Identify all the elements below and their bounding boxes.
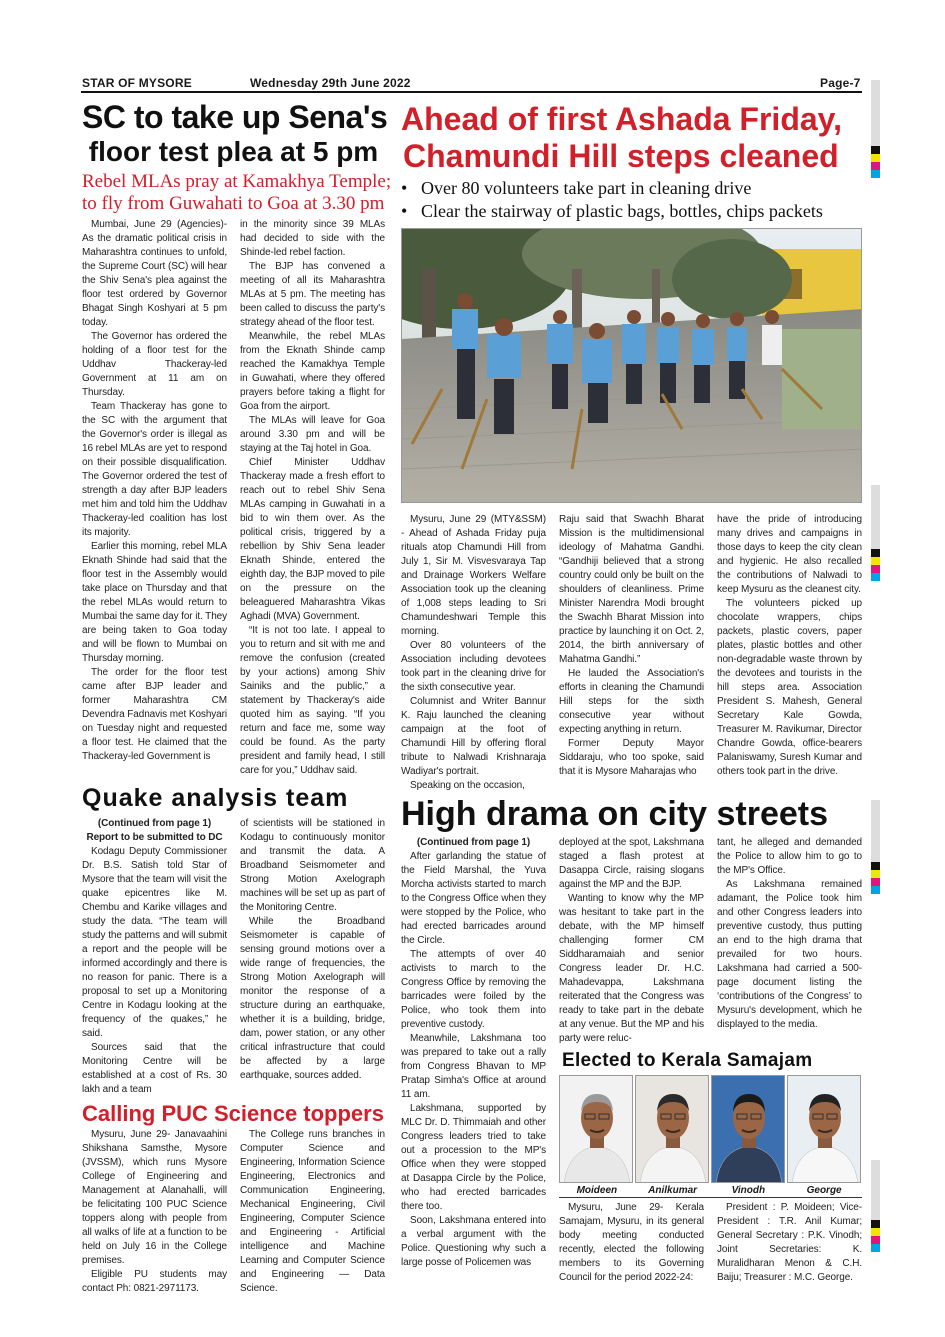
- page-number: Page-7: [820, 76, 861, 90]
- registration-cyan: [871, 573, 880, 581]
- bullet-icon: •: [401, 200, 408, 221]
- headline-kerala: Elected to Kerala Samajam: [562, 1049, 813, 1071]
- paragraph: in the minority since 39 MLAs had decided to side with the Shinde-led rebel faction.: [240, 218, 385, 258]
- headline-puc: Calling PUC Science toppers: [82, 1100, 384, 1126]
- registration-magenta: [871, 162, 880, 170]
- paragraph: Raju said that Swachh Bharat Mission is the multidimensional ideology of Mahatma Gandhi. “Gandhiji believed that a strong country could only be built on the shoulders of cleanliness. Prime Minister Narendra Modi brought the Swachh Bharat Mission into practice by launching it on Oct. 2, 2014, the birth anniversary of Mahatma Gandhi.”: [559, 513, 704, 665]
- registration-strip: [871, 800, 880, 862]
- paragraph: Team Thackeray has gone to the SC with the argument that the Governor's order is illegal as 16 rebel MLAs are yet to respond on their possible disqualification. The Governor ordered the test of strength a day after BJP leaders met him and told him the Uddhav Thackeray-led coalition has lost its majority.: [82, 400, 227, 538]
- paragraph: Meanwhile, the rebel MLAs from the Eknath Shinde camp reached the Kamakhya Temple in Guwahati, where they offered prayers before taking a flight for Goa from the airport.: [240, 330, 385, 412]
- quake-column-2: [240, 817, 385, 1083]
- subhead-sc-line2: to fly from Guwahati to Goa at 3.30 pm: [82, 192, 385, 214]
- registration-yellow: [871, 154, 880, 162]
- registration-strip: [871, 80, 880, 146]
- bullet-icon: •: [401, 177, 408, 198]
- paragraph: After garlanding the statue of the Field Marshal, the Yuva Morcha activists started to march to the Congress Office when they were stopped by the Police, who had erected barricades around the Circle.: [401, 850, 546, 946]
- right-stack: [401, 101, 862, 1285]
- drama-column-1: [401, 836, 546, 1270]
- quake-columns: [82, 817, 385, 1097]
- registration-yellow: [871, 557, 880, 565]
- kerala-column-1: [559, 1201, 704, 1285]
- headline-sc-line2: floor test plea at 5 pm: [88, 135, 379, 167]
- paragraph: Mumbai, June 29 (Agencies)- As the dramatic political crisis in Maharashtra continues to unfold, the Supreme Court (SC) will hear the Shiv Sena's plea against the floor test ordered by Governor Bhagat Singh Koshyari at 5 pm today.: [82, 218, 227, 328]
- portrait-name: George: [806, 1184, 842, 1196]
- paragraph: Columnist and Writer Bannur K. Raju launched the cleaning campaign at the foot of Chamundi Hill by offering floral tribute to Nalwadi Krishnaraja Wadiyar's portrait.: [401, 695, 546, 777]
- registration-black: [871, 1220, 880, 1228]
- paragraph: “It is not too late. I appeal to you to return and sit with me and remove the confusion (created by your actions) among Shiv Sainiks and the public,” a statement by Thackeray's aide quoted him as saying. “If you return and face me, some way could be found. As the party president and family head, I still care for you,” Uddhav said.: [240, 624, 385, 776]
- portrait-photo: [711, 1075, 785, 1183]
- paragraph: Eligible PU students may contact Ph: 0821-2971173.: [82, 1269, 227, 1295]
- registration-strip: [871, 485, 880, 549]
- drama-right-block: [559, 836, 862, 1285]
- newspaper-name: STAR OF MYSORE: [82, 76, 192, 90]
- paragraph: The order for the floor test came after BJP leader and former Maharashtra CM Devendra Fadnavis met Koshyari on Tuesday night and requested a floor test. He claimed that the Thackeray-led Government is: [82, 666, 227, 762]
- paragraph: Chief Minister Uddhav Thackeray made a fresh effort to reach out to rebel Shiv Sena MLAs camping in Guwahati in a bid to win them over. As the political crisis, triggered by a rebellion by Shiv Sena leader Eknath Shinde, entered the eighth day, the BJP moved to pile on the pressure on the beleaguered Maharashtra Vikas Aghadi (MVA) Government.: [240, 456, 385, 622]
- paragraph: of scientists will be stationed in Kodagu to continuously monitor and transmit the data. A Broadband Seismometer and Strong Motion Axelograph machines will be set up as part of the Monitoring Centre.: [240, 817, 385, 913]
- drama-columns-2-3: [559, 836, 862, 1046]
- drama-section: [401, 836, 862, 1285]
- headline-chamundi-line2: Chamundi Hill steps cleaned: [403, 137, 839, 174]
- paragraph: Meanwhile, Lakshmana too was prepared to take out a rally from Congress Bhavan to MP Pratap Simha's Office at around 11 am.: [401, 1032, 546, 1100]
- chamundi-column-3: [717, 513, 862, 779]
- portrait-name: Moideen: [576, 1184, 618, 1196]
- chamundi-column-1: [401, 513, 546, 793]
- bullet-item: • Over 80 volunteers take part in cleaning drive: [401, 177, 752, 198]
- paragraph: Speaking on the occasion,: [410, 779, 525, 791]
- paragraph: Former Deputy Mayor Siddaraju, who too spoke, said that it is Mysore Maharajas who: [559, 737, 704, 777]
- paragraph: have the pride of introducing many drives and campaigns in those days to keep the city clean and hygienic. He also recalled the contributions of Nalwadi to keep Mysuru as the cleanest city.: [717, 513, 862, 595]
- headline-drama: High drama on city streets: [401, 794, 829, 833]
- registration-yellow: [871, 870, 880, 878]
- puc-column-2: [240, 1128, 385, 1296]
- names-rule: [559, 1197, 862, 1198]
- header-rule: [81, 91, 862, 93]
- paragraph: Mysuru, June 29- Kerala Samajam, Mysuru, in its general body meeting conducted recently, elected the following members to its Governing Council for the period 2022-24:: [559, 1201, 704, 1283]
- sc-column-1: [82, 218, 227, 764]
- paragraph: The Governor has ordered the holding of a floor test for the Uddhav Thackeray-led Government at 11 am on Thursday.: [82, 330, 227, 398]
- paragraph: Wanting to know why the MP was hesitant to take part in the debate, with the MP himself challenging former CM Siddharamaiah and senior Congress leader Dr. H.C. Mahadevappa, Lakshmana reiterated that the Congress was ready to take part in the debate at any venue. But the MP and his party were reluc-: [559, 892, 704, 1044]
- quake-column-1: [82, 817, 227, 1097]
- portrait-name: Vinodh: [731, 1184, 766, 1196]
- paragraph: Soon, Lakshmana entered into a verbal argument with the Police. Questioning why such a large posse of Policemen was: [401, 1214, 546, 1268]
- paragraph: Earlier this morning, rebel MLA Eknath Shinde had said that the floor test in the Assembly would take place on Thursday and that the rebel MLAs would return to Mumbai the same day for it. They are being taken to Goa today and will be flown to Mumbai on Thursday morning.: [82, 540, 228, 664]
- portrait-photo: [559, 1075, 633, 1183]
- sc-column-2: [240, 218, 385, 778]
- paragraph: As Lakshmana remained adamant, the Police took him and other Congress leaders into preventive custody, thus putting an end to the high drama that prevailed for two hours. Lakshmana had carried a 500-page document listing the ‘contributions of the Congress’ to Mysuru's development, which he displayed to the media.: [717, 878, 862, 1030]
- paragraph: The MLAs will leave for Goa around 3.30 pm and will be staying at the Taj hotel in Goa.: [240, 414, 385, 454]
- headline-chamundi: Ahead of first Ashada Friday,: [401, 101, 842, 137]
- paragraph: tant, he alleged and demanded the Police to allow him to go to the MP's Office.: [717, 836, 862, 876]
- continued-label: (Continued from page 1): [416, 836, 531, 848]
- puc-columns: [82, 1128, 385, 1296]
- paragraph: The College runs branches in Computer Science and Engineering, Information Science Engineering, Electronics and Communication Engineering, Mechanical Engineering, Civil Engineering, Computer Science and Engineering - Artificial intelligence and Machine Learning and Computer Science and Engineering — Data Science.: [240, 1129, 385, 1295]
- drama-column-2: [559, 836, 704, 1046]
- cleaning-drive-photo: [401, 228, 862, 503]
- paragraph: The volunteers picked up chocolate wrappers, chips packets, plastic covers, paper plates, plastic bottles and other non-degradable waste thrown by the devotees and tourists in the hill steps area. Association President S. Mahesh, General Secretary Kale Gowda, Treasurer M. Ravikumar, Director Chandre Gowda, office-bearers Palaniswamy, Suresh Kumar and others took part in the drive.: [717, 597, 862, 777]
- portrait-name: Anilkumar: [648, 1184, 698, 1196]
- registration-magenta: [871, 878, 880, 886]
- puc-column-1: [82, 1128, 227, 1296]
- paragraph: Mysuru, June 29 (MTY&SSM) - Ahead of Ashada Friday puja rituals atop Chamundi Hill from July 1, Sir M. Visvesvaraya Tap and Drainage Workers Welfare Association took up the cleaning of 1,008 steps leading to Sri Chamundeshwari Temple this morning.: [401, 513, 546, 637]
- registration-cyan: [871, 170, 880, 178]
- headline-sc: SC to take up Sena's: [82, 99, 388, 135]
- subhead-sc: Rebel MLAs pray at Kamakhya Temple;: [82, 170, 392, 192]
- paragraph: Over 80 volunteers of the Association including devotees took part in the cleaning drive for the sixth consecutive year.: [401, 639, 546, 693]
- portrait-row: [559, 1075, 862, 1183]
- paragraph: President : P. Moideen; Vice-President : T.R. Anil Kumar; General Secretary : P.K. Vinodh; Joint Secretaries: K. Muralidharan Menon & C.H. Baiju; Treasurer : M.C. George.: [717, 1201, 862, 1283]
- paragraph: Kodagu Deputy Commissioner Dr. B.S. Satish told Star of Mysore that the team will visit the quake epicentres like M. Chembu and Karike villages and study the data. “The team will study the patterns and will submit a report and the people will be informed accordingly and there is no reason for panic. There is a proposal to set up a Monitoring Centre in Kodagu looking at the frequency of the quakes,” he said.: [82, 845, 227, 1039]
- paragraph: The attempts of over 40 activists to march to the Congress Office by removing the barricades were foiled by the Police, who took them into preventive custody.: [401, 948, 546, 1030]
- registration-magenta: [871, 1236, 880, 1244]
- kerala-column-2: [717, 1201, 862, 1285]
- portrait-photo: [635, 1075, 709, 1183]
- paragraph: Sources said that the Monitoring Centre will be established at a cost of Rs. 30 lakh and a team: [82, 1041, 227, 1095]
- continued-label: (Continued from page 1): [97, 817, 212, 829]
- paragraph: deployed at the spot, Lakshmana staged a flash protest at Dasappa Circle, raising slogans against the MP and the BJP.: [559, 836, 704, 890]
- bullet-item: • Clear the stairway of plastic bags, bottles, chips packets: [401, 200, 823, 221]
- chamundi-columns: [401, 513, 862, 793]
- left-stack: [82, 99, 392, 1296]
- registration-cyan: [871, 1244, 880, 1252]
- registration-yellow: [871, 1228, 880, 1236]
- paragraph: Mysuru, June 29- Janavaahini Shikshana Samsthe, Mysore (JVSSM), which runs Mysore College of Engineering and Management at Alanahalli, will be felicitating 100 PUC Science toppers along with people from all walks of life at a function to be held on July 16 in the College premises.: [82, 1129, 227, 1267]
- paragraph: He lauded the Association's efforts in cleaning the Chamundi Hill steps for the sixth consecutive year without expecting anything in return.: [559, 667, 704, 735]
- drama-column-3: [717, 836, 862, 1032]
- chamundi-column-2: [559, 513, 704, 779]
- paragraph: The BJP has convened a meeting of all its Maharashtra MLAs at 5 pm. The meeting has been called to discuss the party's strategy ahead of the floor test.: [240, 260, 385, 328]
- headline-quake: Quake analysis team: [82, 783, 349, 812]
- paragraph: While the Broadband Seismometer is capable of sensing ground motions over a wide range of frequencies, the Strong Motion Axelograph will monitor the response of a structure during an earthquake, whether it is a building, bridge, dam, power station, or any other critical infrastructure that could be affected by a large earthquake, sources added.: [240, 915, 385, 1081]
- portrait-names: [559, 1185, 862, 1196]
- bullet-list: [401, 177, 862, 223]
- registration-strip: [871, 1160, 880, 1220]
- subhead-quake: Report to be submitted to DC: [86, 831, 223, 843]
- issue-date: Wednesday 29th June 2022: [250, 76, 411, 90]
- registration-magenta: [871, 565, 880, 573]
- registration-cyan: [871, 886, 880, 894]
- kerala-columns: [559, 1201, 862, 1285]
- paragraph: Lakshmana, supported by MLC Dr. D. Thimmaiah and other Congress leaders tried to take out a procession to the MP's Office when they were stopped at Dasappa Circle by the Police, who had erected barricades there too.: [401, 1102, 546, 1212]
- sc-columns: [82, 218, 385, 778]
- portrait-photo: [787, 1075, 861, 1183]
- registration-black: [871, 146, 880, 154]
- registration-black: [871, 549, 880, 557]
- registration-black: [871, 862, 880, 870]
